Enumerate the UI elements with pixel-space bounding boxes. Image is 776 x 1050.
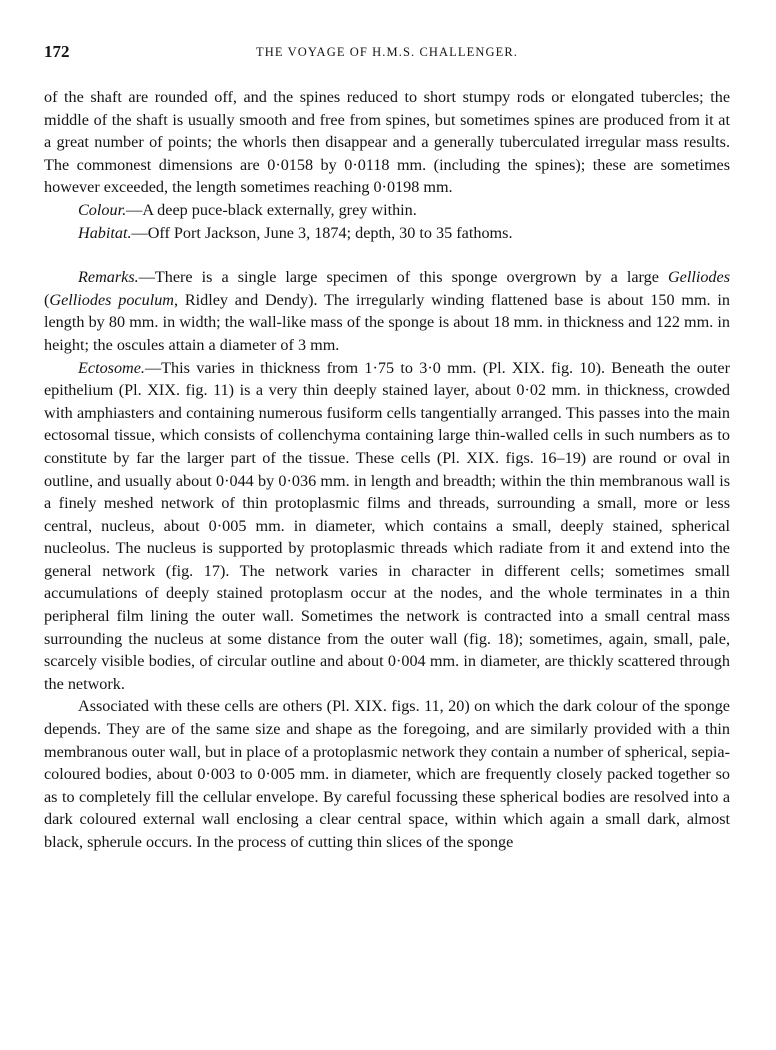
- paragraph-associated-cells: Associated with these cells are others (Pl. XIX. figs. 11, 20) on which the dark colour of the sponge depends. They are of the same size and shape as the foregoing, and are similarly provided with a thin membranous outer wall, but in place of a protoplasmic network they contain a number of spherical, sepia-coloured bodies, about 0·003 to 0·005 mm. in diameter, which are frequently closely packed together so as to completely fill the cellular envelope. By careful focussing these spherical bodies are resolved into a dark coloured external wall enclosing a clear central space, within which again a small dark, almost black, spherule occurs. In the process of cutting thin slices of the sponge: [44, 697, 730, 851]
- page-number: 172: [44, 42, 70, 61]
- remarks-label: Remarks.: [78, 268, 139, 287]
- paragraph-ectosome: [44, 357, 730, 696]
- page: [44, 42, 730, 854]
- remarks-species: Gelliodes poculum: [49, 290, 174, 309]
- remarks-text-1: —There is a single large specimen of this sponge overgrown by a large: [138, 268, 668, 287]
- ectosome-label: Ectosome.: [78, 358, 145, 377]
- habitat-text: —Off Port Jackson, June 3, 1874; depth, 30 to 35 fathoms.: [131, 223, 513, 242]
- remarks-text-3: , Ridley and Dendy). The irregularly winding flattened base is about 150 mm. in length by 80 mm. in width; the wall-like mass of the sponge is about 18 mm. in thickness and 122 mm. in height; the oscules attain a diameter of 3 mm.: [44, 290, 730, 354]
- paragraph-habitat: [44, 222, 730, 245]
- page-header: [44, 42, 730, 66]
- paragraph-remarks: [44, 266, 730, 356]
- ectosome-text: —This varies in thickness from 1·75 to 3·0 mm. (Pl. XIX. fig. 10). Beneath the outer epithelium (Pl. XIX. fig. 11) is a very thin deeply stained layer, about 0·02 mm. in thickness, crowded with amphiasters and containing numerous fusiform cells tangentially arranged. This passes into the main ectosomal tissue, which consists of collenchyma containing large thin-walled cells in such numbers as to constitute by far the larger part of the tissue. These cells (Pl. XIX. figs. 16–19) are round or oval in outline, and usually about 0·044 by 0·036 mm. in length and breadth; within the thin membranous wall is a finely meshed network of thin protoplasmic films and threads, surrounding a small, more or less central, nucleus, about 0·005 mm. in diameter, which contains a small, deeply stained, spherical nucleolus. The nucleus is supported by protoplasmic threads which radiate from it and extend into the general network (fig. 17). The network varies in character in different cells; sometimes small accumulations of deeply stained protoplasm occur at the nodes, and the whole terminates in a thin peripheral film lining the outer wall. Sometimes the network is contracted into a small central mass surrounding the nucleus at some distance from the outer wall (fig. 18); sometimes, again, small, pale, scarcely visible bodies, of circular outline and about 0·004 mm. in diameter, are thickly scattered through the network.: [44, 358, 730, 693]
- colour-text: —A deep puce-black externally, grey within.: [126, 200, 417, 219]
- habitat-label: Habitat.: [78, 223, 132, 242]
- remarks-genus: Gelliodes: [667, 268, 730, 287]
- paragraph-continuation: of the shaft are rounded off, and the spines reduced to short stumpy rods or elongated tubercles; the middle of the shaft is usually smooth and free from spines, but sometimes spines are produced from it at a great number of points; the whorls then disappear and a generally tuberculated irregular mass results. The commonest dimensions are 0·0158 by 0·0118 mm. (including the spines); these are sometimes however exceeded, the length sometimes reaching 0·0198 mm.: [44, 88, 730, 197]
- remarks-text-2: (: [44, 290, 50, 309]
- colour-label: Colour.: [78, 200, 127, 219]
- running-title: THE VOYAGE OF H.M.S. CHALLENGER.: [255, 45, 519, 59]
- paragraph-colour: [44, 199, 730, 222]
